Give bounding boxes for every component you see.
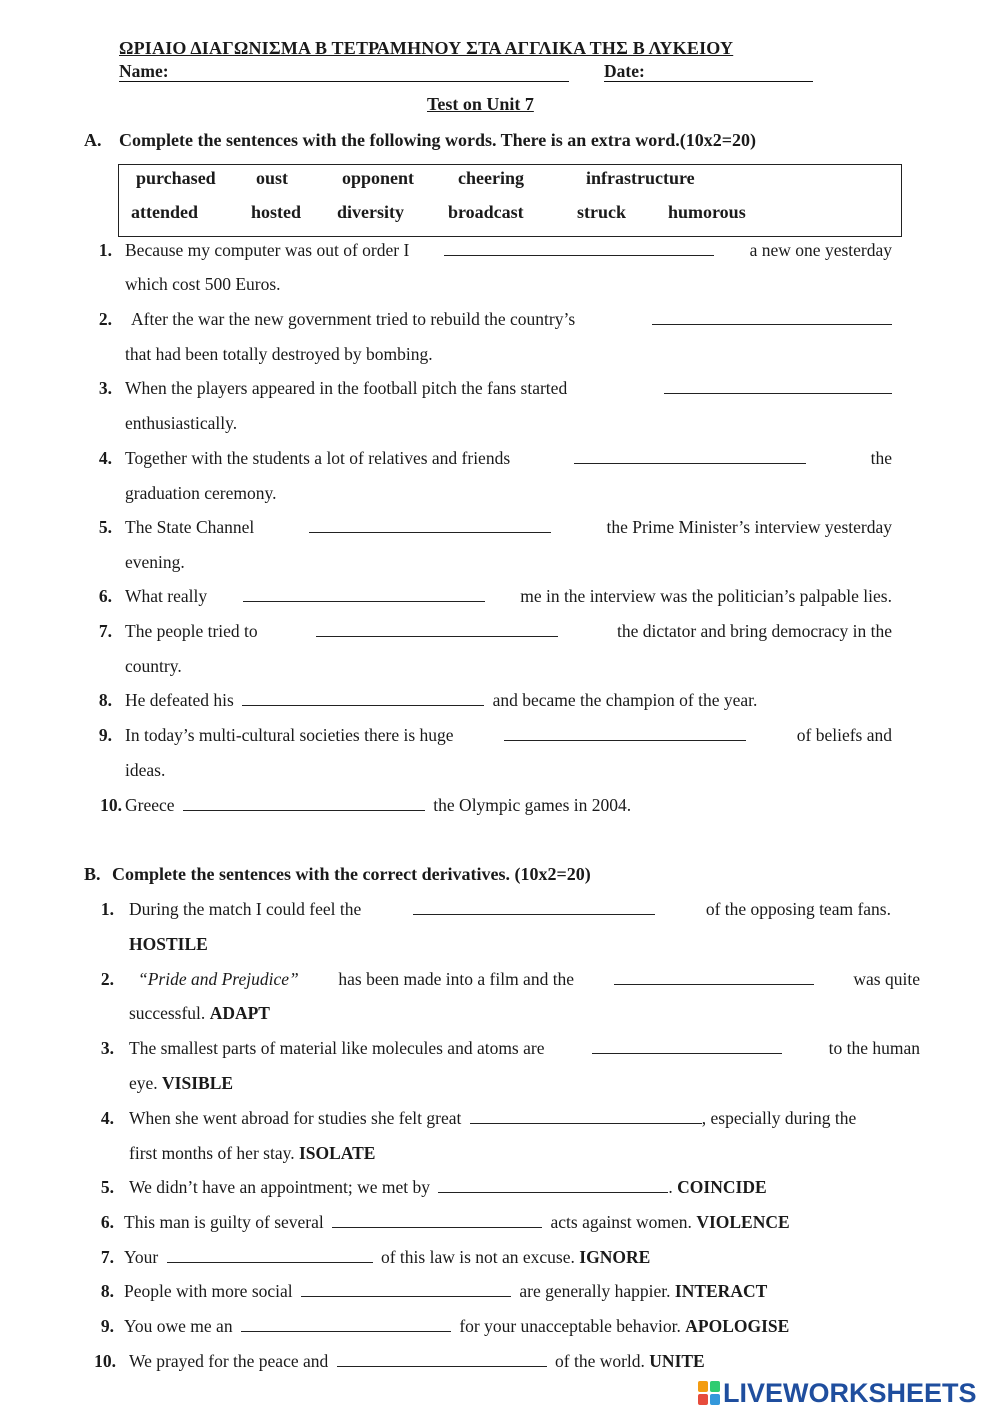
answer-blank[interactable] [183, 795, 425, 811]
book-title-text: “Pride and Prejudice” [138, 969, 299, 989]
section-b-instruction: Complete the sentences with the correct derivatives. (10x2=20) [112, 864, 591, 884]
word-bank-item: oust [256, 168, 289, 188]
sentence-text: The smallest parts of material like molecules and atoms are [129, 1038, 545, 1058]
sentence-text: to the human [828, 1038, 920, 1058]
answer-blank[interactable] [652, 309, 892, 325]
question-number: 5. [98, 517, 112, 537]
question-a1-line1 [125, 240, 892, 261]
root-word: ISOLATE [298, 1143, 376, 1163]
question-number: 6. [98, 586, 112, 606]
root-word: IGNORE [579, 1247, 651, 1267]
sentence-text: that had been totally destroyed by bombing. [125, 344, 433, 364]
sentence-text: successful. [129, 1003, 206, 1023]
date-line[interactable] [604, 81, 813, 82]
sentence-text: enthusiastically. [125, 413, 238, 433]
question-b2-line1 [138, 969, 920, 990]
answer-blank[interactable] [309, 517, 551, 533]
sentence-text: of the world. [555, 1351, 645, 1371]
root-word: INTERACT [674, 1281, 768, 1301]
name-label: Name: [119, 61, 169, 81]
question-number: 4. [100, 1108, 114, 1128]
question-b5-line1 [129, 1177, 767, 1198]
answer-blank[interactable] [301, 1281, 511, 1297]
question-b4-line2 [129, 1143, 375, 1164]
sentence-text: graduation ceremony. [125, 483, 277, 503]
word-bank-item: infrastructure [586, 168, 695, 188]
logo-text: LIVEWORKSHEETS [723, 1377, 977, 1408]
unit-title: Test on Unit 7 [427, 94, 534, 114]
word-bank-item: attended [131, 202, 198, 222]
sentence-text: After the war the new government tried to rebuild the country’s [131, 309, 576, 329]
question-a8-line1 [125, 690, 757, 711]
section-a-instruction: Complete the sentences with the following words. There is an extra word.(10x2=20) [119, 130, 757, 150]
sentence-text: Your [124, 1247, 159, 1267]
question-number: 1. [98, 240, 112, 260]
question-a5-line1 [125, 517, 892, 538]
question-number: 10. [94, 1351, 116, 1371]
sentence-text: and became the champion of the year. [492, 690, 758, 710]
question-number: 8. [98, 690, 112, 710]
answer-blank[interactable] [167, 1247, 373, 1263]
answer-blank[interactable] [592, 1038, 782, 1054]
sentence-text: of beliefs and [796, 725, 892, 745]
question-number: 2. [98, 309, 112, 329]
question-a10-line1 [125, 795, 631, 816]
question-number: 3. [98, 378, 112, 398]
word-bank [118, 164, 902, 237]
word-bank-item: purchased [136, 168, 216, 188]
liveworksheets-icon [698, 1381, 720, 1405]
word-bank-item: hosted [251, 202, 302, 222]
question-number: 8. [100, 1281, 114, 1301]
answer-blank[interactable] [444, 240, 714, 256]
sentence-text: Because my computer was out of order I [125, 240, 410, 260]
question-a3-line1 [125, 378, 892, 399]
answer-blank[interactable] [241, 1316, 451, 1332]
sentence-text: What really [125, 586, 208, 606]
sentence-text: You owe me an [124, 1316, 233, 1336]
section-b-letter: B. [84, 864, 101, 884]
sentence-text: was quite [853, 969, 920, 989]
date-label: Date: [604, 61, 645, 81]
question-a9-line1 [125, 725, 892, 746]
question-number: 2. [100, 969, 114, 989]
answer-blank[interactable] [316, 621, 558, 637]
question-a6-line1 [125, 586, 892, 607]
root-word: VISIBLE [162, 1073, 234, 1093]
sentence-text: Greece [125, 795, 175, 815]
sentence-text: of the opposing team fans. [705, 899, 891, 919]
sentence-text: During the match I could feel the [129, 899, 362, 919]
sentence-text: me in the interview was the politician’s palpable lies. [520, 586, 892, 606]
question-number: 7. [98, 621, 112, 641]
word-bank-item: cheering [458, 168, 524, 188]
root-word: ADAPT [209, 1003, 270, 1023]
question-b9-line1 [124, 1316, 789, 1337]
sentence-text: He defeated his [125, 690, 234, 710]
sentence-text: are generally happier. [519, 1281, 671, 1301]
sentence-text: of this law is not an excuse. [380, 1247, 575, 1267]
worksheet-title: ΩΡΙΑΙΟ ΔΙΑΓΩΝΙΣΜΑ Β ΤΕΤΡΑΜΗΝΟΥ ΣΤΑ ΑΓΓΛΙΚΑ ΤΗΣ Β ΛΥΚΕΙΟΥ [119, 38, 734, 58]
sentence-text: When the players appeared in the football pitch the fans started [125, 378, 568, 398]
answer-blank[interactable] [614, 969, 814, 985]
sentence-text: country. [125, 656, 182, 676]
word-bank-item: humorous [668, 202, 746, 222]
sentence-text: which cost 500 Euros. [125, 274, 281, 294]
question-number: 7. [100, 1247, 114, 1267]
sentence-text: eye. [129, 1073, 158, 1093]
sentence-text: evening. [125, 552, 185, 572]
question-b2-line2 [129, 1003, 270, 1024]
sentence-text: , especially during the [701, 1108, 857, 1128]
sentence-text: the dictator and bring democracy in the [616, 621, 892, 641]
liveworksheets-logo [698, 1378, 977, 1408]
question-number: 5. [100, 1177, 114, 1197]
sentence-text: People with more social [124, 1281, 293, 1301]
question-b3-line1 [129, 1038, 920, 1059]
sentence-text: the Olympic games in 2004. [433, 795, 632, 815]
sentence-text: ideas. [125, 760, 166, 780]
answer-blank[interactable] [337, 1351, 547, 1367]
question-a2-line1 [131, 309, 892, 330]
sentence-text: has been made into a film and the [338, 969, 575, 989]
sentence-text: for your unacceptable behavior. [459, 1316, 681, 1336]
answer-blank[interactable] [413, 899, 655, 915]
section-a-letter: A. [84, 130, 102, 150]
question-number: 4. [98, 448, 112, 468]
word-bank-item: diversity [337, 202, 404, 222]
sentence-text: The people tried to [125, 621, 258, 641]
answer-blank[interactable] [438, 1177, 668, 1193]
root-word: UNITE [649, 1351, 705, 1371]
answer-blank[interactable] [574, 448, 806, 464]
question-number: 9. [100, 1316, 114, 1336]
word-bank-item: struck [577, 202, 626, 222]
answer-blank[interactable] [504, 725, 746, 741]
sentence-text: This man is guilty of several [124, 1212, 324, 1232]
question-b6-line1 [124, 1212, 790, 1233]
answer-blank[interactable] [664, 378, 892, 394]
sentence-text: The State Channel [125, 517, 255, 537]
answer-blank[interactable] [332, 1212, 542, 1228]
question-a4-line1 [125, 448, 892, 469]
question-number: 3. [100, 1038, 114, 1058]
sentence-text: We prayed for the peace and [129, 1351, 329, 1371]
name-line[interactable] [119, 81, 569, 82]
question-number: 9. [98, 725, 112, 745]
answer-blank[interactable] [242, 690, 484, 706]
question-number: 6. [100, 1212, 114, 1232]
sentence-text: the [870, 448, 892, 468]
question-b3-line2 [129, 1073, 233, 1094]
question-b10-line1 [129, 1351, 705, 1372]
question-b4-line1 [129, 1108, 856, 1129]
root-word: HOSTILE [129, 934, 208, 954]
question-b7-line1 [124, 1247, 650, 1268]
sentence-text: We didn’t have an appointment; we met by [129, 1177, 431, 1197]
word-bank-item: opponent [342, 168, 415, 188]
sentence-text: . [668, 1177, 673, 1197]
answer-blank[interactable] [470, 1108, 702, 1124]
question-a7-line1 [125, 621, 892, 642]
sentence-text: In today’s multi-cultural societies there is huge [125, 725, 454, 745]
question-b8-line1 [124, 1281, 767, 1302]
sentence-text: acts against women. [550, 1212, 692, 1232]
word-bank-item: broadcast [448, 202, 524, 222]
answer-blank[interactable] [243, 586, 485, 602]
sentence-text: first months of her stay. [129, 1143, 295, 1163]
sentence-text: the Prime Minister’s interview yesterday [606, 517, 892, 537]
sentence-text: When she went abroad for studies she felt great [129, 1108, 462, 1128]
name-date-row [119, 61, 813, 83]
root-word: APOLOGISE [685, 1316, 790, 1336]
root-word: VIOLENCE [696, 1212, 790, 1232]
root-word: COINCIDE [677, 1177, 767, 1197]
question-number: 10. [100, 795, 122, 815]
question-number: 1. [100, 899, 114, 919]
question-b1-line1 [129, 899, 891, 920]
sentence-text: a new one yesterday [749, 240, 892, 260]
sentence-text: Together with the students a lot of relatives and friends [125, 448, 511, 468]
